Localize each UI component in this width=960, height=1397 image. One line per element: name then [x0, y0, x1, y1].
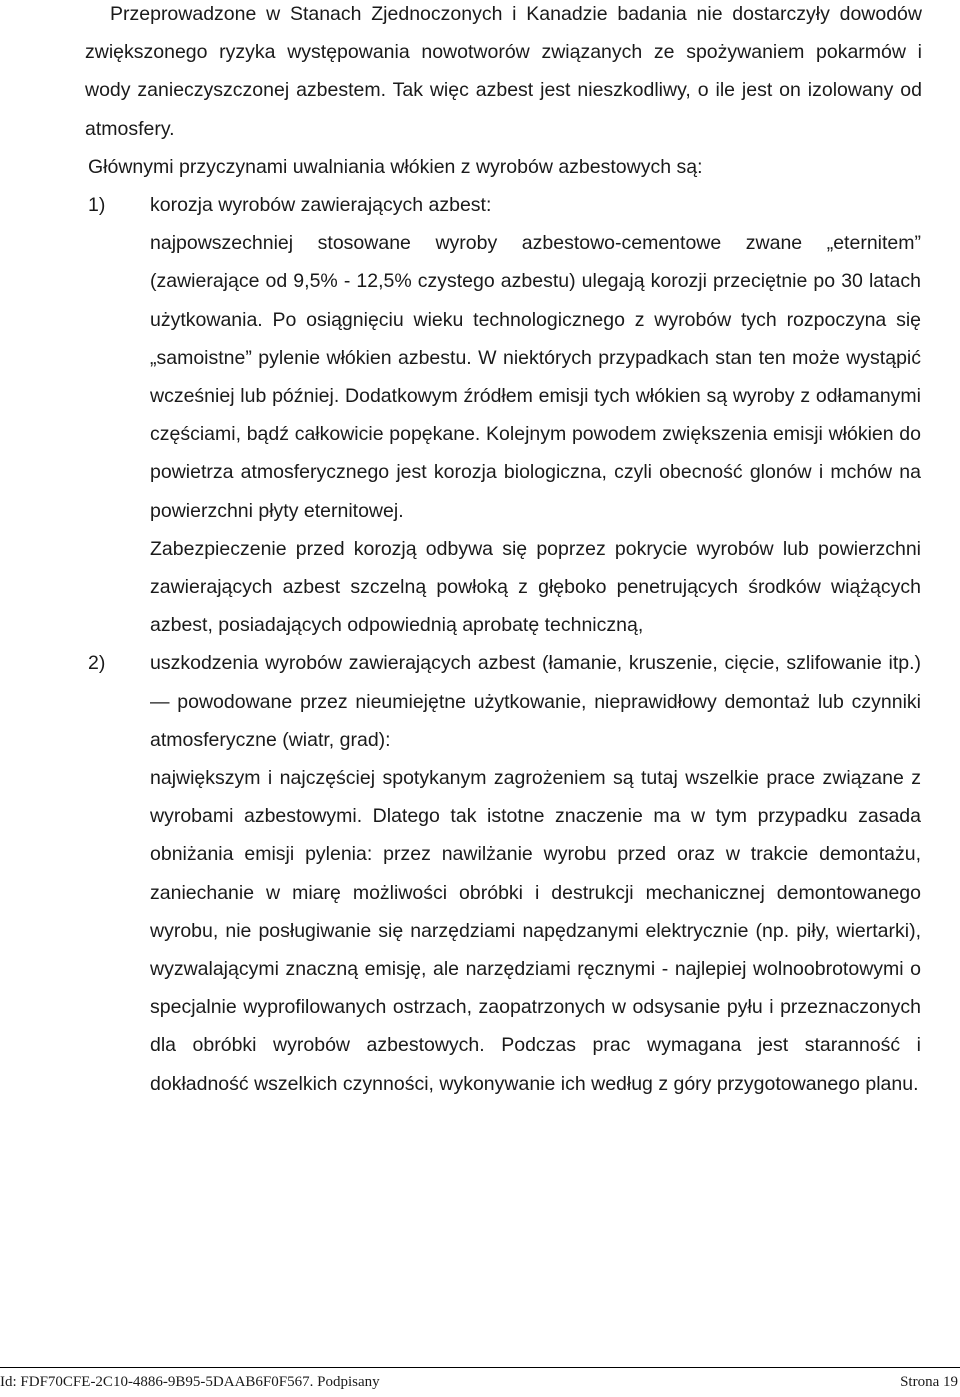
paragraph-corrosion-detail: najpowszechniej stosowane wyroby azbestowo-cementowe zwane „eternitem” (zawierające od 9,5% - 12,5% czystego azbestu) ulegają korozji przeciętnie po 30 latach użytkowania. Po osiągnięciu wieku technologicznego z wyrobów tych rozpoczyna się „samoistne” pylenie włókien azbestu. W niektórych przypadkach stan ten może wystąpić wcześniej lub później. Dodatkowym źródłem emisji tych włókien są wyroby z odłamanymi częściami, bądź całkowicie popękane. Kolejnym powodem zwiększenia emisji włókien do powietrza atmosferycznego jest korozja biologiczna, czyli obecność glonów i mchów na powierzchni płyty eternitowej.: [150, 232, 921, 522]
list-item-damage: [0, 644, 921, 759]
list-item-number: 1): [88, 194, 106, 217]
list-item-title: korozja wyrobów zawierających azbest:: [150, 194, 492, 217]
list-item-number: 2): [88, 652, 106, 675]
paragraph-lead: Głównymi przyczynami uwalniania włókien z wyrobów azbestowych są:: [88, 155, 703, 178]
paragraph-damage-detail: największym i najczęściej spotykanym zagrożeniem są tutaj wszelkie prace związane z wyrobami azbestowymi. Dlatego tak istotne znaczenie ma w tym przypadku zasada obniżania emisji pylenia: przez nawilżanie wyrobu przed oraz w trakcie demontażu, zaniechanie w miarę możliwości obróbki i destrukcji mechanicznej demontowanego wyrobu, nie posługiwanie się narzędziami napędzanymi elektrycznie (np. piły, wiertarki), wyzwalającymi znaczną emisję, ale narzędziami ręcznymi - najlepiej wolnoobrotowymi o specjalnie wyprofilowanych ostrzach, zaopatrzonych w odsysanie pyłu i przeznaczonych dla obróbki wyrobów azbestowych. Podczas prac wymagana jest staranność i dokładność wszelkich czynności, wykonywanie ich według z góry przygotowanego planu.: [150, 767, 921, 1095]
page-number: Strona 19: [900, 1374, 958, 1390]
paragraph-intro: Przeprowadzone w Stanach Zjednoczonych i Kanadzie badania nie dostarczyły dowodów zwiększonego ryzyka występowania nowotworów związanych ze spożywaniem pokarmów i wody zanieczyszczonej azbestem. Tak więc azbest jest nieszkodliwy, o ile jest on izolowany od atmosfery.: [85, 3, 922, 140]
list-item-title: uszkodzenia wyrobów zawierających azbest (łamanie, kruszenie, cięcie, szlifowanie itp.) — powodowane przez nieumiejętne użytkowanie, nieprawidłowy demontaż lub czynniki atmosferyczne (wiatr, grad):: [150, 652, 921, 751]
document-id: Id: FDF70CFE-2C10-4886-9B95-5DAAB6F0F567. Podpisany: [0, 1374, 380, 1390]
paragraph-corrosion-protection: Zabezpieczenie przed korozją odbywa się poprzez pokrycie wyrobów lub powierzchni zawierających azbest szczelną powłoką z głęboko penetrujących środków wiążących azbest, posiadających odpowiednią aprobatę techniczną,: [150, 537, 921, 637]
list-item-corrosion: [0, 186, 921, 224]
page-footer: [0, 1367, 960, 1397]
